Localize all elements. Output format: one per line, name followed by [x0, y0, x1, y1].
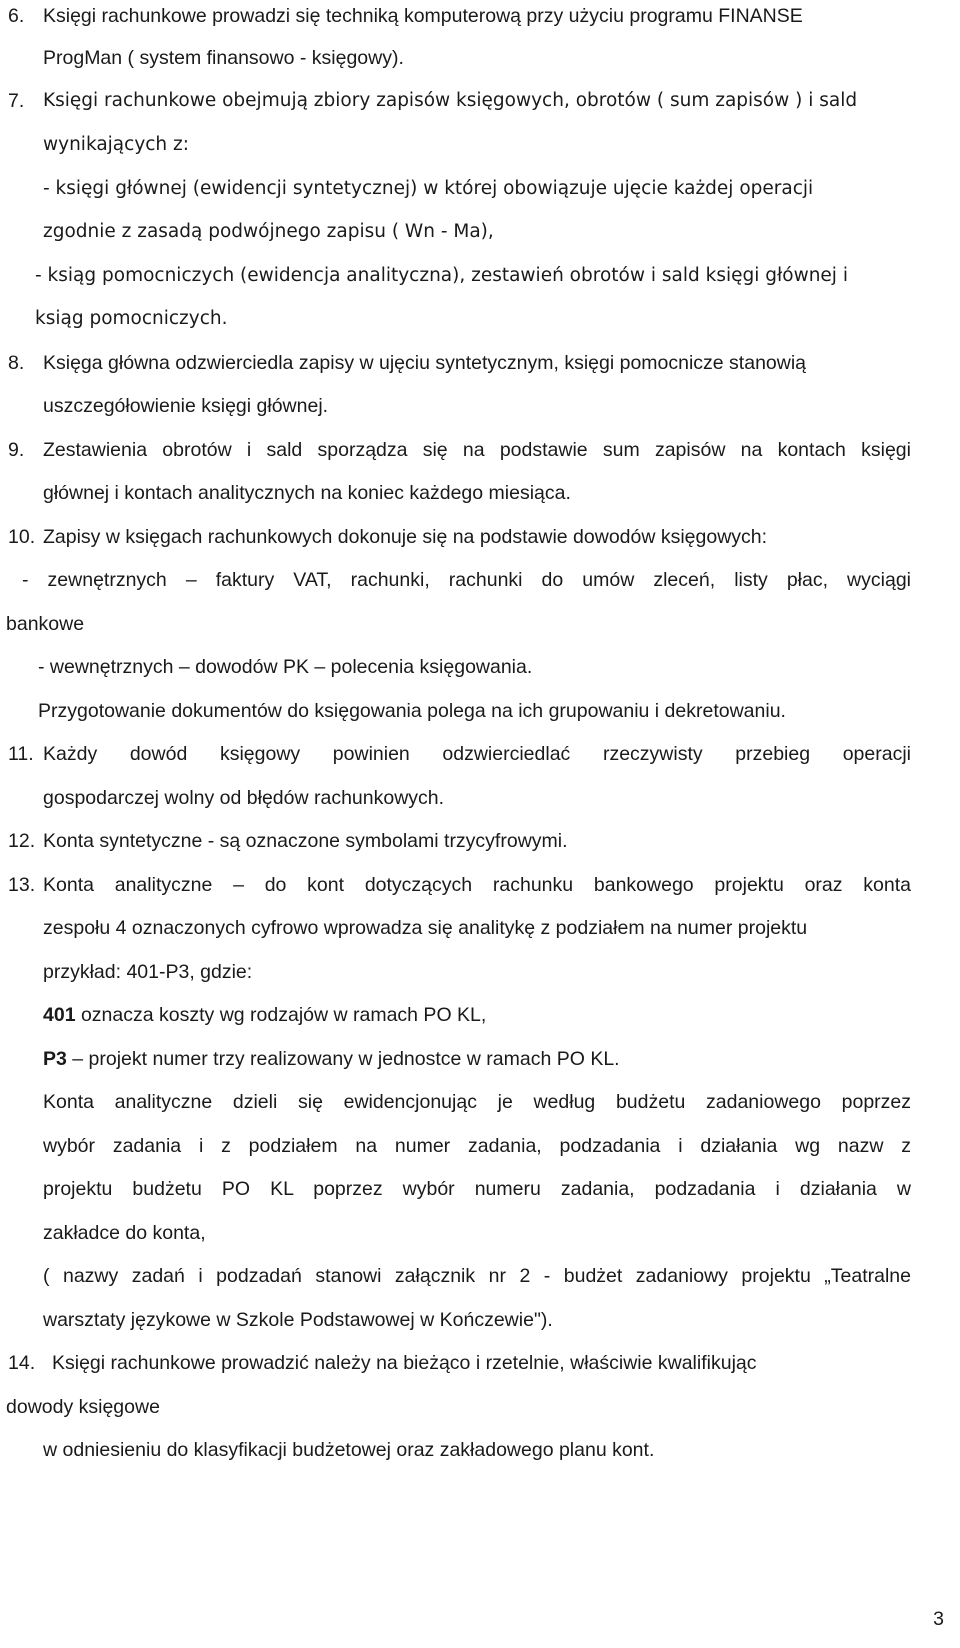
item-number: 6. — [8, 5, 25, 27]
paragraph-line: Konta analityczne dzieli się ewidencjonując je według budżetu zadaniowego poprzez — [43, 1091, 911, 1113]
paragraph-line — [43, 1003, 486, 1027]
paragraph-line: przykład: 401-P3, gdzie: — [43, 961, 253, 983]
item-number: 12. — [8, 830, 36, 852]
item-number: 7. — [8, 90, 25, 112]
item-number: 10. — [8, 526, 36, 548]
paragraph-line: w odniesieniu do klasyfikacji budżetowej oraz zakładowego planu kont. — [43, 1439, 655, 1461]
item-number: 13. — [8, 874, 36, 896]
paragraph-line: Zapisy w księgach rachunkowych dokonuje się na podstawie dowodów księgowych: — [43, 526, 768, 548]
paragraph-line: - księgi głównej (ewidencji syntetycznej) w której obowiązuje ujęcie każdej operacji — [43, 178, 814, 199]
bold-code: 401 — [43, 1004, 76, 1026]
paragraph-line: gospodarczej wolny od błędów rachunkowych. — [43, 787, 445, 809]
paragraph-line: głównej i kontach analitycznych na koniec każdego miesiąca. — [43, 482, 571, 504]
paragraph-line: Księgi rachunkowe obejmują zbiory zapisów księgowych, obrotów ( sum zapisów ) i sald — [43, 90, 858, 111]
paragraph-line: ( nazwy zadań i podzadań stanowi załącznik nr 2 - budżet zadaniowy projektu „Teatralne — [43, 1265, 911, 1287]
paragraph-line: zgodnie z zasadą podwójnego zapisu ( Wn - Ma), — [43, 221, 494, 242]
inline-text: oznacza koszty wg rodzajów w ramach PO KL, — [75, 1004, 487, 1026]
paragraph-line: - wewnętrznych – dowodów PK – polecenia księgowania. — [38, 656, 533, 678]
paragraph-line: zakładce do konta, — [43, 1222, 206, 1244]
paragraph-line: Księgi rachunkowe prowadzić należy na bieżąco i rzetelnie, właściwie kwalifikując — [52, 1352, 757, 1374]
paragraph-line: Każdy dowód księgowy powinien odzwierciedlać rzeczywisty przebieg operacji — [43, 743, 911, 765]
item-number: 14. — [8, 1352, 36, 1374]
paragraph-line — [43, 1047, 620, 1071]
bold-code: P3 — [43, 1048, 67, 1070]
paragraph-line: Przygotowanie dokumentów do księgowania polega na ich grupowaniu i dekretowaniu. — [38, 700, 786, 722]
paragraph-line: Konta syntetyczne - są oznaczone symbolami trzycyfrowymi. — [43, 830, 568, 852]
paragraph-line: Księga główna odzwierciedla zapisy w ujęciu syntetycznym, księgi pomocnicze stanowią — [43, 352, 807, 374]
paragraph-line: Konta analityczne – do kont dotyczących rachunku bankowego projektu oraz konta — [43, 874, 911, 896]
paragraph-line: - zewnętrznych – faktury VAT, rachunki, rachunki do umów zleceń, listy płac, wyciągi — [22, 569, 911, 591]
item-number: 8. — [8, 352, 25, 374]
paragraph-line: wybór zadania i z podziałem na numer zadania, podzadania i działania wg nazw z — [43, 1135, 911, 1157]
paragraph-line: warsztaty językowe w Szkole Podstawowej w Kończewie"). — [43, 1309, 553, 1331]
paragraph-line: ksiąg pomocniczych. — [35, 308, 228, 329]
paragraph-line: uszczegółowienie księgi głównej. — [43, 395, 329, 417]
paragraph-line: projektu budżetu PO KL poprzez wybór numeru zadania, podzadania i działania w — [43, 1178, 911, 1200]
item-number: 11. — [8, 743, 34, 765]
item-number: 9. — [8, 439, 25, 461]
paragraph-line: Księgi rachunkowe prowadzi się techniką komputerową przy użyciu programu FINANSE — [43, 5, 803, 27]
paragraph-line: - ksiąg pomocniczych (ewidencja analityczna), zestawień obrotów i sald księgi głównej i — [35, 265, 848, 286]
paragraph-line: zespołu 4 oznaczonych cyfrowo wprowadza się analitykę z podziałem na numer projektu — [43, 917, 808, 939]
paragraph-line: wynikających z: — [43, 134, 189, 155]
inline-text: – projekt numer trzy realizowany w jednostce w ramach PO KL. — [66, 1048, 620, 1070]
paragraph-line: Zestawienia obrotów i sald sporządza się na podstawie sum zapisów na kontach księgi — [43, 439, 911, 461]
paragraph-line: dowody księgowe — [6, 1396, 160, 1418]
paragraph-line: bankowe — [6, 613, 85, 635]
page-number: 3 — [933, 1608, 944, 1630]
paragraph-line: ProgMan ( system finansowo - księgowy). — [43, 47, 404, 69]
